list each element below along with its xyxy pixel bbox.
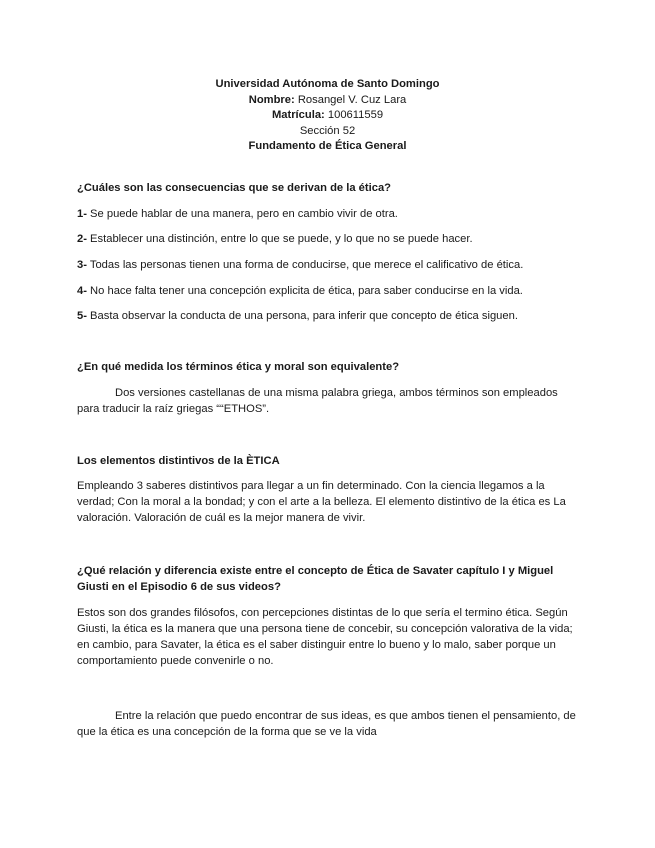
name-label: Nombre:	[248, 93, 295, 106]
course-title: Fundamento de Ética General	[248, 140, 407, 152]
question-4-block	[77, 563, 582, 595]
answer-4-paragraph: Estos son dos grandes filósofos, con percepciones distintas de lo que sería el termino ética. Según Giusti, la ética es la manera que una persona tiene de concebir, su concepción valorativa de la vida; en cambio, para Savater, la ética es el saber distinguir entre lo bueno y lo malo, saber porque un comportamiento puede convenirle o no.	[77, 607, 573, 667]
item-number: 4-	[77, 285, 87, 297]
item-number: 3-	[77, 259, 87, 271]
id-value: 100611559	[324, 109, 384, 121]
id-label: Matrícula:	[271, 109, 325, 121]
item-text: No hace falta tener una concepción explicita de ética, para saber conducirse en la vida.	[86, 285, 523, 297]
question-3-block	[77, 453, 582, 469]
university-name: Universidad Autónoma de Santo Domingo	[215, 78, 440, 90]
item-number: 1-	[77, 208, 87, 220]
item-text: Se puede hablar de una manera, pero en cambio vivir de otra.	[86, 208, 398, 220]
item-number: 2-	[77, 233, 87, 245]
q1-list-item	[77, 257, 582, 273]
question-2-heading: ¿En qué medida los términos ética y moral son equivalente?	[77, 361, 400, 373]
item-text: Todas las personas tienen una forma de conducirse, que merece el calificativo de ética.	[86, 259, 524, 271]
answer-3-paragraph: Empleando 3 saberes distintivos para llegar a un fin determinado. Con la ciencia llegamos a la verdad; Con la moral a la bondad; y con el arte a la belleza. El elemento distintivo de la ética es La valoración. Valoración de cuál es la mejor manera de vivir.	[77, 480, 566, 524]
item-text: Establecer una distinción, entre lo que se puede, y lo que no se puede hacer.	[86, 233, 473, 245]
student-id-line	[0, 108, 655, 124]
item-text: Basta observar la conducta de una persona, para inferir que concepto de ética siguen.	[86, 310, 518, 322]
document-header	[0, 77, 655, 155]
question-2-block	[77, 359, 582, 375]
item-number: 5-	[77, 310, 87, 322]
question-3-heading: Los elementos distintivos de la ÈTICA	[77, 455, 280, 467]
name-value: Rosangel V. Cuz Lara	[294, 93, 407, 106]
q1-list-item	[77, 206, 582, 222]
answer-2-block	[77, 385, 582, 417]
answer-2-paragraph: Dos versiones castellanas de una misma palabra griega, ambos términos son empleados para traducir la raíz griegas ““ETHOS”.	[77, 387, 558, 415]
followup-block	[77, 708, 582, 740]
answer-4-block	[77, 605, 582, 669]
q1-list-item	[77, 231, 582, 247]
followup-paragraph: Entre la relación que puedo encontrar de sus ideas, es que ambos tienen el pensamiento, de que la ética es una concepción de la forma que se ve la vida	[77, 710, 576, 738]
question-1-heading: ¿Cuáles son las consecuencias que se derivan de la ética?	[77, 182, 392, 194]
student-name-line	[0, 93, 655, 109]
section-line: Sección 52	[299, 124, 356, 137]
question-1-block	[77, 180, 582, 196]
answer-3-block	[77, 478, 582, 526]
question-4-heading: ¿Qué relación y diferencia existe entre el concepto de Ética de Savater capítulo I y Miguel Giusti en el Episodio 6 de sus videos?	[77, 565, 554, 593]
q1-list-item	[77, 308, 582, 324]
q1-list-item	[77, 283, 582, 299]
